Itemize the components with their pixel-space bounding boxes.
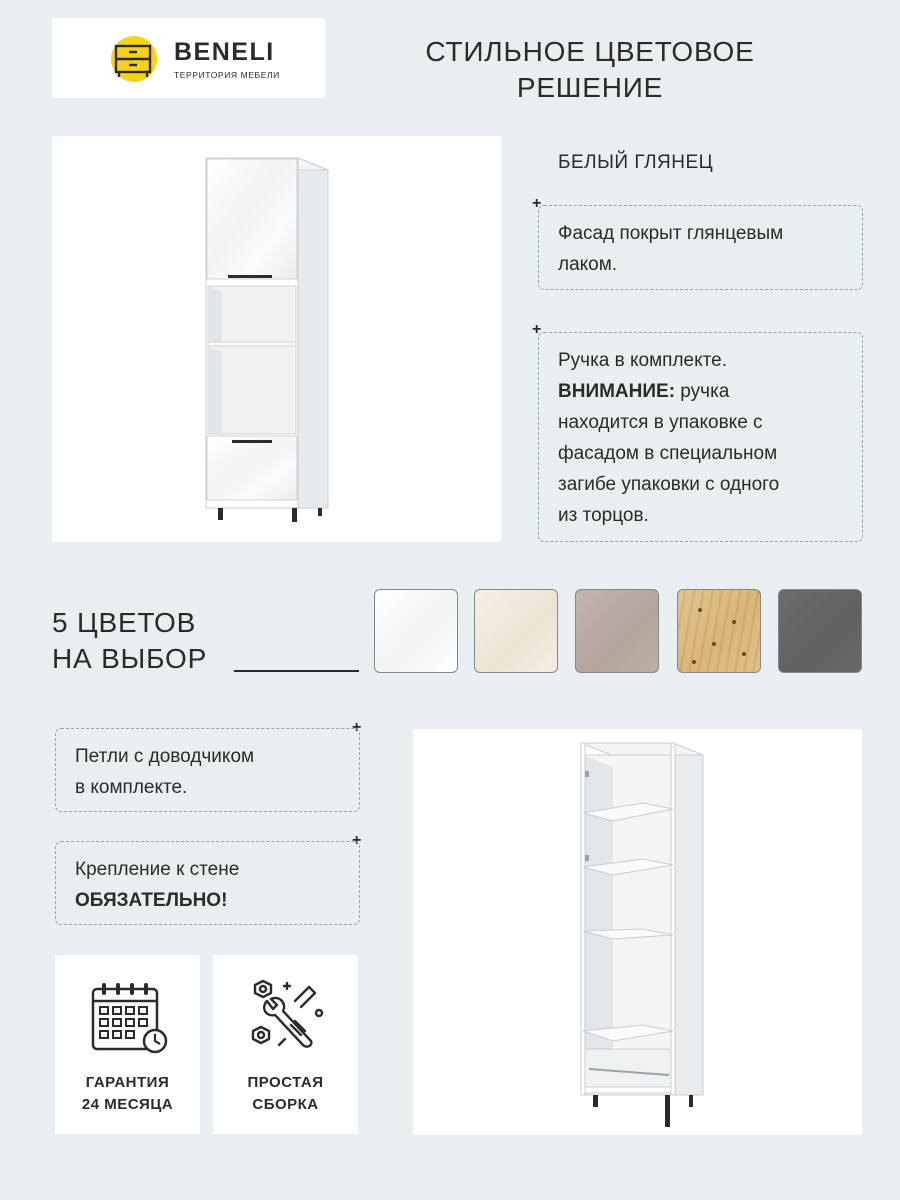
calendar-clock-icon [89, 979, 169, 1059]
note-facade [538, 205, 863, 290]
product-image-closed [52, 136, 501, 542]
color-swatch-cappuccino[interactable] [575, 589, 659, 673]
color-swatch-cream[interactable] [474, 589, 558, 673]
colors-title [52, 605, 207, 677]
plus-marker: + [532, 195, 542, 212]
note-handle-line-4: фасадом в специальном [558, 443, 778, 464]
logo-card [52, 18, 325, 98]
note-hinges-line-1: Петли с доводчиком [75, 746, 255, 767]
plus-marker: + [352, 832, 362, 849]
note-handle [538, 332, 863, 542]
warning-label: ВНИМАНИЕ: [558, 381, 676, 402]
page-headline [380, 34, 800, 106]
color-swatch-graphite[interactable] [778, 589, 862, 673]
wrench-bolts-icon [247, 979, 327, 1059]
feature-card-assembly [213, 955, 358, 1134]
headline-line-1: СТИЛЬНОЕ ЦВЕТОВОЕ [425, 36, 755, 67]
title-underline [234, 670, 359, 672]
cabinet-open-illustration [413, 729, 862, 1135]
note-facade-line-2: лаком. [558, 254, 618, 275]
product-image-open [413, 729, 862, 1135]
note-wall-mount-line-1: Крепление к стене [75, 859, 240, 880]
plus-marker: + [532, 321, 542, 338]
drawer-logo-icon [110, 32, 162, 84]
brand-name: BENELI [174, 38, 275, 66]
headline-line-2: РЕШЕНИЕ [516, 72, 664, 103]
note-wall-mount [55, 841, 360, 925]
feature-warranty-label [55, 1072, 200, 1116]
note-handle-line-3: находится в упаковке с [558, 412, 763, 433]
note-hinges [55, 728, 360, 812]
finish-name: БЕЛЫЙ ГЛЯНЕЦ [558, 152, 714, 173]
feature-assembly-label [213, 1072, 358, 1116]
color-swatch-white-gloss[interactable] [374, 589, 458, 673]
note-facade-line-1: Фасад покрыт глянцевым [558, 223, 784, 244]
feature-warranty-line-1: ГАРАНТИЯ [85, 1074, 170, 1091]
color-swatch-oak[interactable] [677, 589, 761, 673]
colors-title-line-1: 5 ЦВЕТОВ [52, 607, 197, 638]
feature-assembly-line-1: ПРОСТАЯ [247, 1074, 324, 1091]
note-wall-mount-line-2: ОБЯЗАТЕЛЬНО! [75, 890, 228, 911]
cabinet-closed-illustration [52, 136, 501, 542]
note-handle-line-1: Ручка в комплекте. [558, 350, 727, 371]
note-handle-line-5: загибе упаковки с одного [558, 474, 780, 495]
note-handle-line-2 [558, 376, 844, 407]
colors-title-line-2: НА ВЫБОР [52, 643, 208, 674]
feature-warranty-line-2: 24 МЕСЯЦА [81, 1096, 174, 1113]
warning-tail: ручка [675, 381, 730, 402]
feature-assembly-line-2: СБОРКА [252, 1096, 319, 1113]
note-handle-line-6: из торцов. [558, 505, 649, 526]
plus-marker: + [352, 719, 362, 736]
note-hinges-line-2: в комплекте. [75, 777, 188, 798]
feature-card-warranty [55, 955, 200, 1134]
brand-tagline: ТЕРРИТОРИЯ МЕБЕЛИ [174, 70, 280, 80]
